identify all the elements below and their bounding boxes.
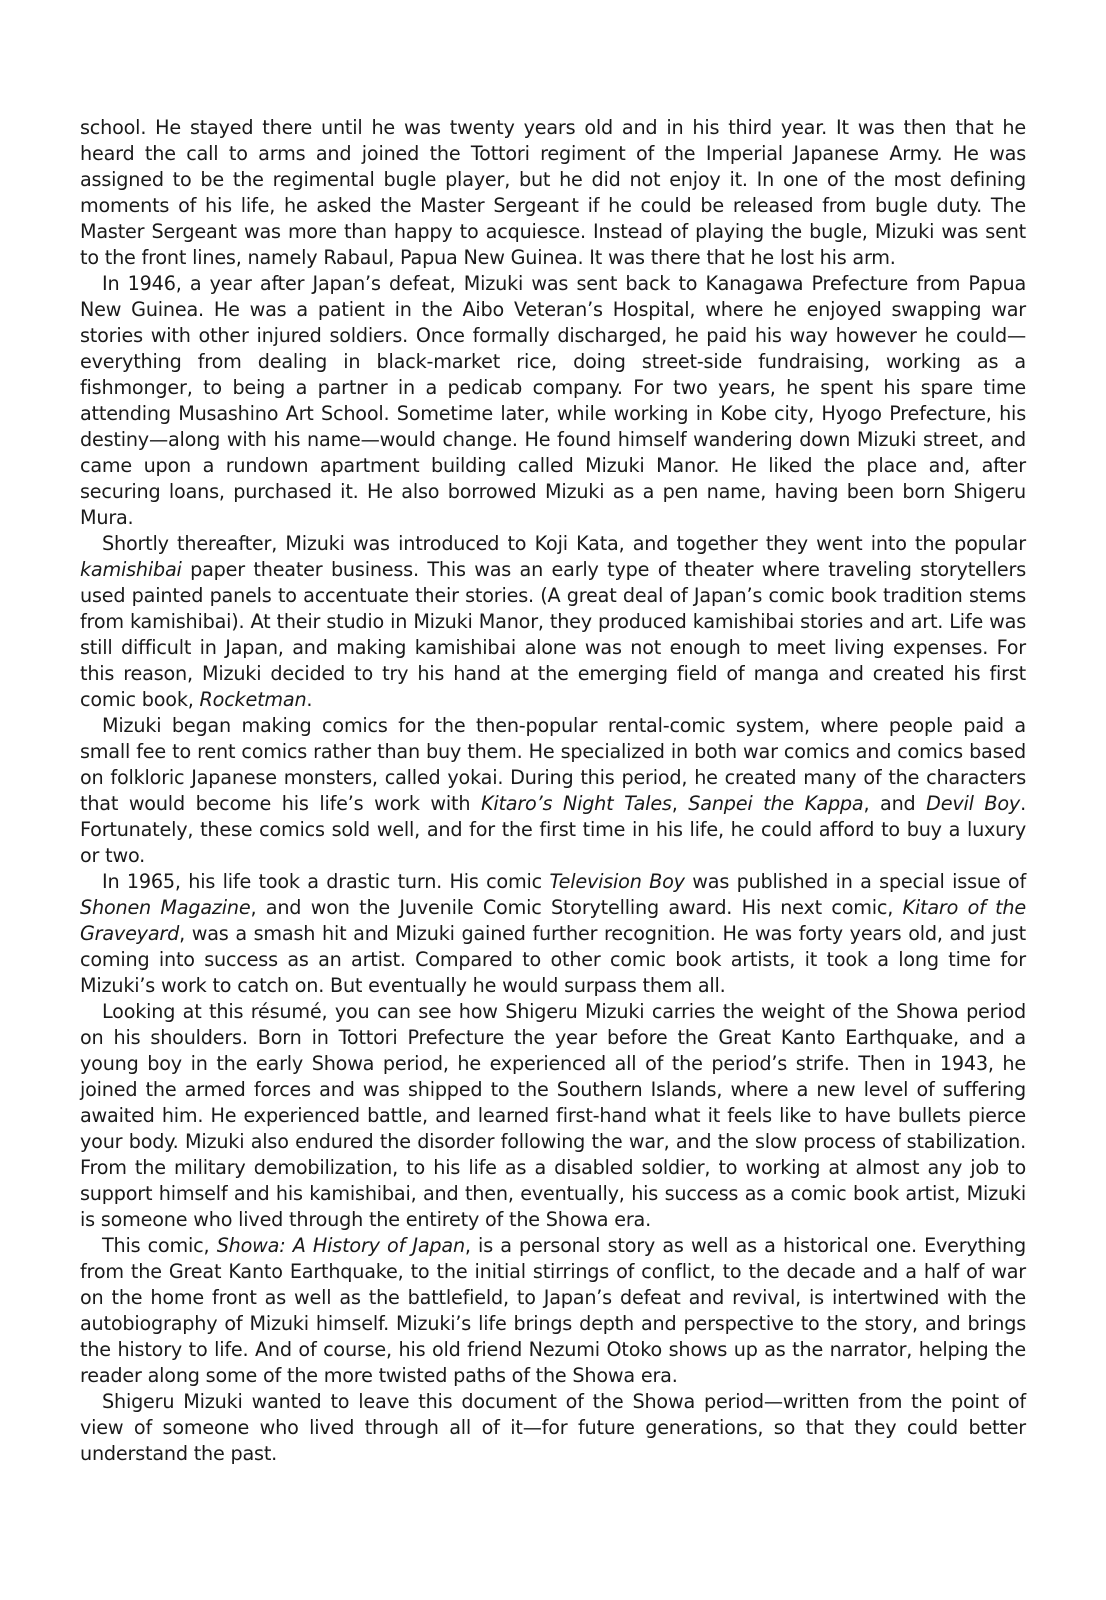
italic-title: Showa: A History of Japan: [216, 1234, 465, 1257]
paragraph-1: [80, 115, 1026, 271]
italic-title: Television Boy: [549, 870, 685, 893]
italic-title: Kitaro of the Graveyard: [80, 896, 1026, 945]
paragraph-text: . Fortunately, these comics sold well, and for the first time in his life, he could afford to buy a luxury or two.: [80, 792, 1026, 867]
italic-title: Shonen Magazine: [80, 896, 251, 919]
paragraph-text: school. He stayed there until he was twenty years old and in his third year. It was then that he heard the call to arms and joined the Tottori regiment of the Imperial Japanese Army. He was assigned to be the regimental bugle player, but he did not enjoy it. In one of the most defining moments of his life, he asked the Master Sergeant if he could be released from bugle duty. The Master Sergeant was more than happy to acquiesce. Instead of playing the bugle, Mizuki was sent to the front lines, namely Rabaul, Papua New Guinea. It was there that he lost his arm.: [80, 116, 1026, 269]
paragraph-8: [80, 1389, 1026, 1467]
paragraph-text: , and: [863, 792, 927, 815]
paragraph-text: .: [306, 688, 313, 711]
paragraph-text: Looking at this résumé, you can see how Shigeru Mizuki carries the weight of the Showa period on his shoulders. Born in Tottori Prefecture the year before the Great Kanto Earthquake, and a young boy in the early Showa period, he experienced all of the period’s strife. Then in 1943, he joined the armed forces and was shipped to the Southern Islands, where a new level of suffering awaited him. He experienced battle, and learned first-hand what it feels like to have bullets pierce your body. Mizuki also endured the disorder following the war, and the slow process of stabilization. From the military demobilization, to his life as a disabled soldier, to working at almost any job to support himself and his kamishibai, and then, eventually, his success as a comic book artist, Mizuki is someone who lived through the entirety of the Showa era.: [80, 1000, 1026, 1231]
paragraph-text: , is a personal story as well as a historical one. Everything from the Great Kanto Earthquake, to the initial stirrings of conflict, to the decade and a half of war on the home front as well as the battlefield, to Japan’s defeat and revival, is intertwined with the autobiography of Mizuki himself. Mizuki’s life brings depth and perspective to the story, and brings the history to life. And of course, his old friend Nezumi Otoko shows up as the narrator, helping the reader along some of the more twisted paths of the Showa era.: [80, 1234, 1026, 1387]
paragraph-text: Shortly thereafter, Mizuki was introduced to Koji Kata, and together they went into the popular: [102, 532, 1026, 555]
italic-term: kamishibai: [80, 558, 182, 581]
paragraph-text: Shigeru Mizuki wanted to leave this document of the Showa period—written from the point of view of someone who lived through all of it—for future generations, so that they could better understand the past.: [80, 1390, 1026, 1465]
document-body: [80, 115, 1026, 1467]
paragraph-text: , and won the Juvenile Comic Storytelling award. His next comic,: [250, 896, 903, 919]
paragraph-3: [80, 531, 1026, 713]
paragraph-text: ,: [671, 792, 689, 815]
paragraph-5: [80, 869, 1026, 999]
paragraph-text: This comic,: [102, 1234, 217, 1257]
italic-title: Rocketman: [199, 688, 307, 711]
paragraph-text: In 1965, his life took a drastic turn. His comic: [102, 870, 550, 893]
italic-title: Devil Boy: [926, 792, 1021, 815]
paragraph-text: In 1946, a year after Japan’s defeat, Mizuki was sent back to Kanagawa Prefecture from Papua New Guinea. He was a patient in the Aibo Veteran’s Hospital, where he enjoyed swapping war stories with other injured soldiers. Once formally discharged, he paid his way however he could—everything from dealing in black-market rice, doing street-side fundraising, working as a fishmonger, to being a partner in a pedicab company. For two years, he spent his spare time attending Musashino Art School. Sometime later, while working in Kobe city, Hyogo Prefecture, his destiny—along with his name—would change. He found himself wandering down Mizuki street, and came upon a rundown apartment building called Mizuki Manor. He liked the place and, after securing loans, purchased it. He also borrowed Mizuki as a pen name, having been born Shigeru Mura.: [80, 272, 1026, 529]
paragraph-text: , was a smash hit and Mizuki gained further recognition. He was forty years old, and just coming into success as an artist. Compared to other comic book artists, it took a long time for Mizuki’s work to catch on. But eventually he would surpass them all.: [80, 922, 1026, 997]
paragraph-7: [80, 1233, 1026, 1389]
italic-title: Kitaro’s Night Tales: [480, 792, 672, 815]
paragraph-2: [80, 271, 1026, 531]
paragraph-text: was published in a special issue of: [684, 870, 1026, 893]
paragraph-4: [80, 713, 1026, 869]
paragraph-6: [80, 999, 1026, 1233]
paragraph-text: paper theater business. This was an early type of theater where traveling storytellers used painted panels to accentuate their stories. (A great deal of Japan’s comic book tradition stems from kamishibai). At their studio in Mizuki Manor, they produced kamishibai stories and art. Life was still difficult in Japan, and making kamishibai alone was not enough to meet living expenses. For this reason, Mizuki decided to try his hand at the emerging field of manga and created his first comic book,: [80, 558, 1026, 711]
italic-title: Sanpei the Kappa: [688, 792, 864, 815]
paragraph-text: Mizuki began making comics for the then-popular rental-comic system, where people paid a small fee to rent comics rather than buy them. He specialized in both war comics and comics based on folkloric Japanese monsters, called yokai. During this period, he created many of the characters that would become his life’s work with: [80, 714, 1026, 815]
